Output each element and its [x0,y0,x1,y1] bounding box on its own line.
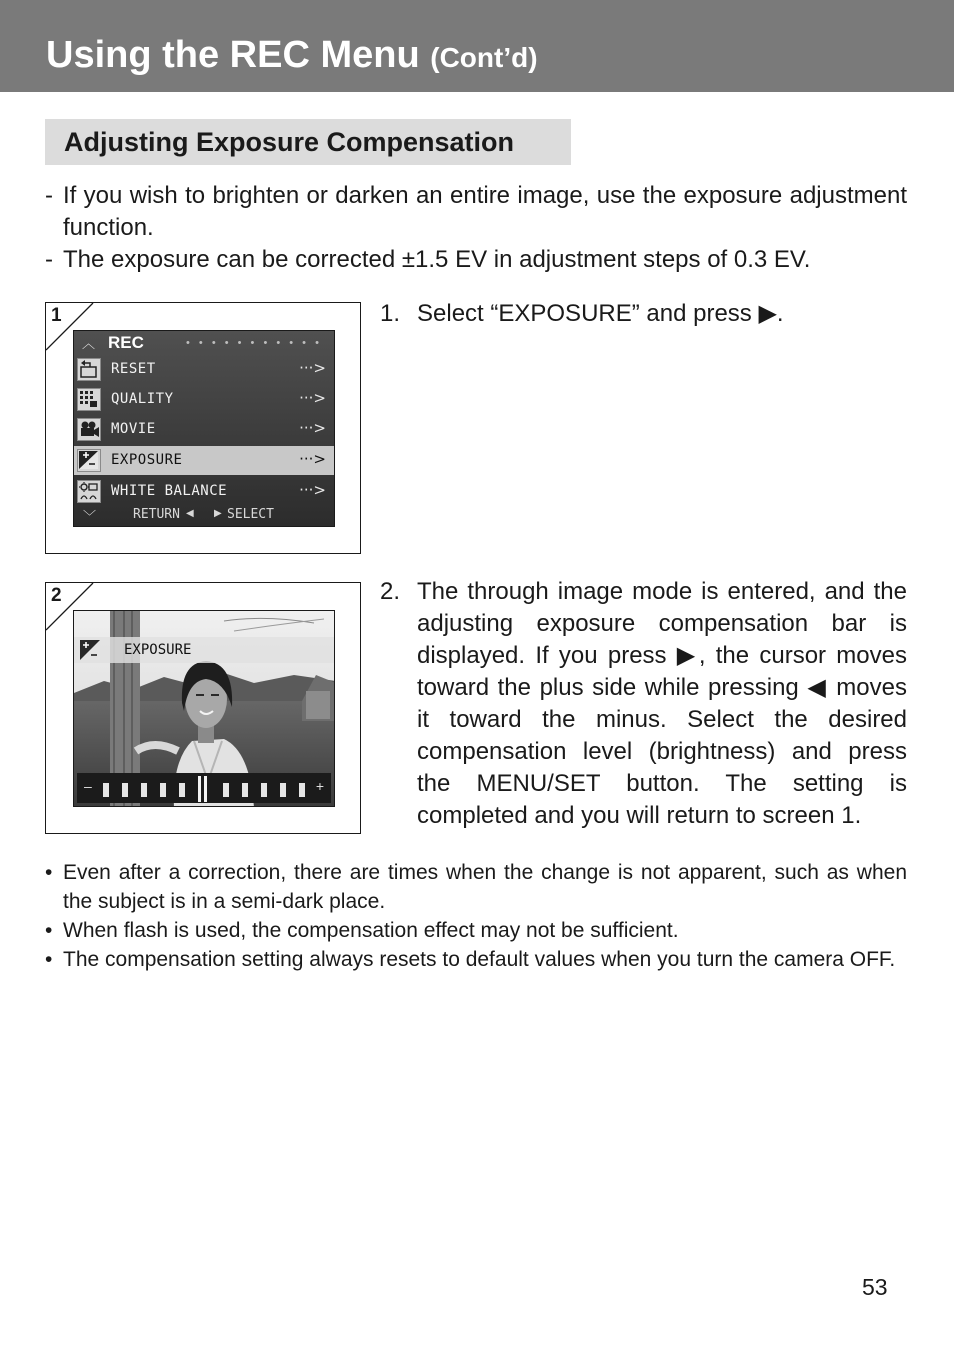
exposure-cursor [198,776,201,802]
step-text: Select “EXPOSURE” and press ▶. [417,300,784,327]
dash-marker: - [45,246,53,273]
menu-item-label: QUALITY [111,391,174,407]
exposure-tick [261,783,267,797]
left-arrow-icon: ◀ [186,508,194,519]
exposure-tick [242,783,248,797]
figure-1 [45,302,361,554]
bullet: • [45,948,53,971]
exposure-tick [299,783,305,797]
intro-line-text: If you wish to brighten or darken an entire image, use the exposure adjustment function. [63,182,907,241]
menu-title: REC [108,333,144,352]
figure-number: 2 [51,585,62,606]
step-number: 2. [380,578,401,605]
intro-line-text: The exposure can be corrected ±1.5 EV in adjustment steps of 0.3 EV. [63,246,811,273]
exposure-tick [122,783,128,797]
intro-text [45,180,907,276]
menu-item-label: EXPOSURE [111,452,183,468]
submenu-arrow-icon: ···> [299,450,326,468]
menu-footer [74,504,334,526]
note-text: When flash is used, the compensation effect may not be sufficient. [63,919,679,942]
exposure-icon [77,449,101,472]
rec-menu-screen [73,330,335,527]
chevron-up-icon: ︿ [82,336,96,351]
intro-line [45,180,907,244]
bullet: • [45,919,53,942]
step-2 [380,576,907,832]
submenu-arrow-icon: ···> [299,389,326,407]
exposure-compensation-bar [77,773,331,803]
step-number: 1. [380,300,401,327]
footer-select-label: SELECT [227,507,274,522]
white-balance-icon [77,480,101,503]
exposure-label: EXPOSURE [124,642,192,658]
exposure-tick [280,783,286,797]
section-heading-box [45,119,571,165]
page-title-text: Using the REC Menu [46,34,420,76]
quality-icon [77,388,101,411]
submenu-arrow-icon: ···> [299,359,326,377]
menu-title-row [74,331,334,355]
note-text: The compensation setting always resets to default values when you turn the camera OFF. [63,948,896,971]
figure-number: 1 [51,305,62,326]
plus-sign: + [315,778,324,794]
page-title-continued: (Cont’d) [430,42,538,73]
reset-icon [77,358,101,381]
exposure-tick [223,783,229,797]
exposure-tick [141,783,147,797]
page-header [0,0,954,92]
step-text: The through image mode is entered, and the adjusting exposure compensation bar is displayed. If you press ▶, the cursor moves toward the plus side while pressing ◀ moves it toward the minus. Select the desired compensation level (brightness) and press the MENU/SET button. The setting is completed and you will return to screen 1. [417,578,907,829]
exposure-tick [179,783,185,797]
note-item [45,916,907,945]
exposure-tick [160,783,166,797]
exposure-screen [73,610,335,807]
intro-line [45,244,907,276]
right-arrow-icon: ▶ [214,508,222,519]
page-number: 53 [862,1274,888,1300]
exposure-tick [103,783,109,797]
menu-item-label: WHITE BALANCE [111,483,228,499]
dash-marker: - [45,182,53,209]
chevron-down-icon: ﹀ [83,509,97,524]
movie-camera-icon [77,418,101,441]
menu-item-quality [74,385,334,414]
footer-return-label: RETURN [133,507,180,522]
note-text: Even after a correction, there are times when the change is not apparent, such as when the subject is in a semi-dark place. [63,861,907,913]
section-title: Adjusting Exposure Compensation [64,127,515,157]
exposure-icon [80,640,100,660]
menu-item-reset [74,355,334,384]
note-item [45,858,907,916]
menu-item-label: RESET [111,361,156,377]
minus-sign: – [84,778,92,794]
exposure-banner [74,637,334,663]
menu-item-label: MOVIE [111,421,156,437]
submenu-arrow-icon: ···> [299,481,326,499]
figure-2 [45,582,361,834]
bullet: • [45,861,53,884]
submenu-arrow-icon: ···> [299,419,326,437]
notes-list [45,858,907,974]
page-title [46,32,538,81]
menu-item-exposure [74,446,334,475]
note-item [45,945,907,974]
menu-item-white-balance [74,477,334,506]
menu-page-dots: • • • • • • • • • • • [186,337,322,349]
menu-item-movie [74,415,334,444]
exposure-cursor [204,776,207,802]
step-1 [380,298,907,330]
